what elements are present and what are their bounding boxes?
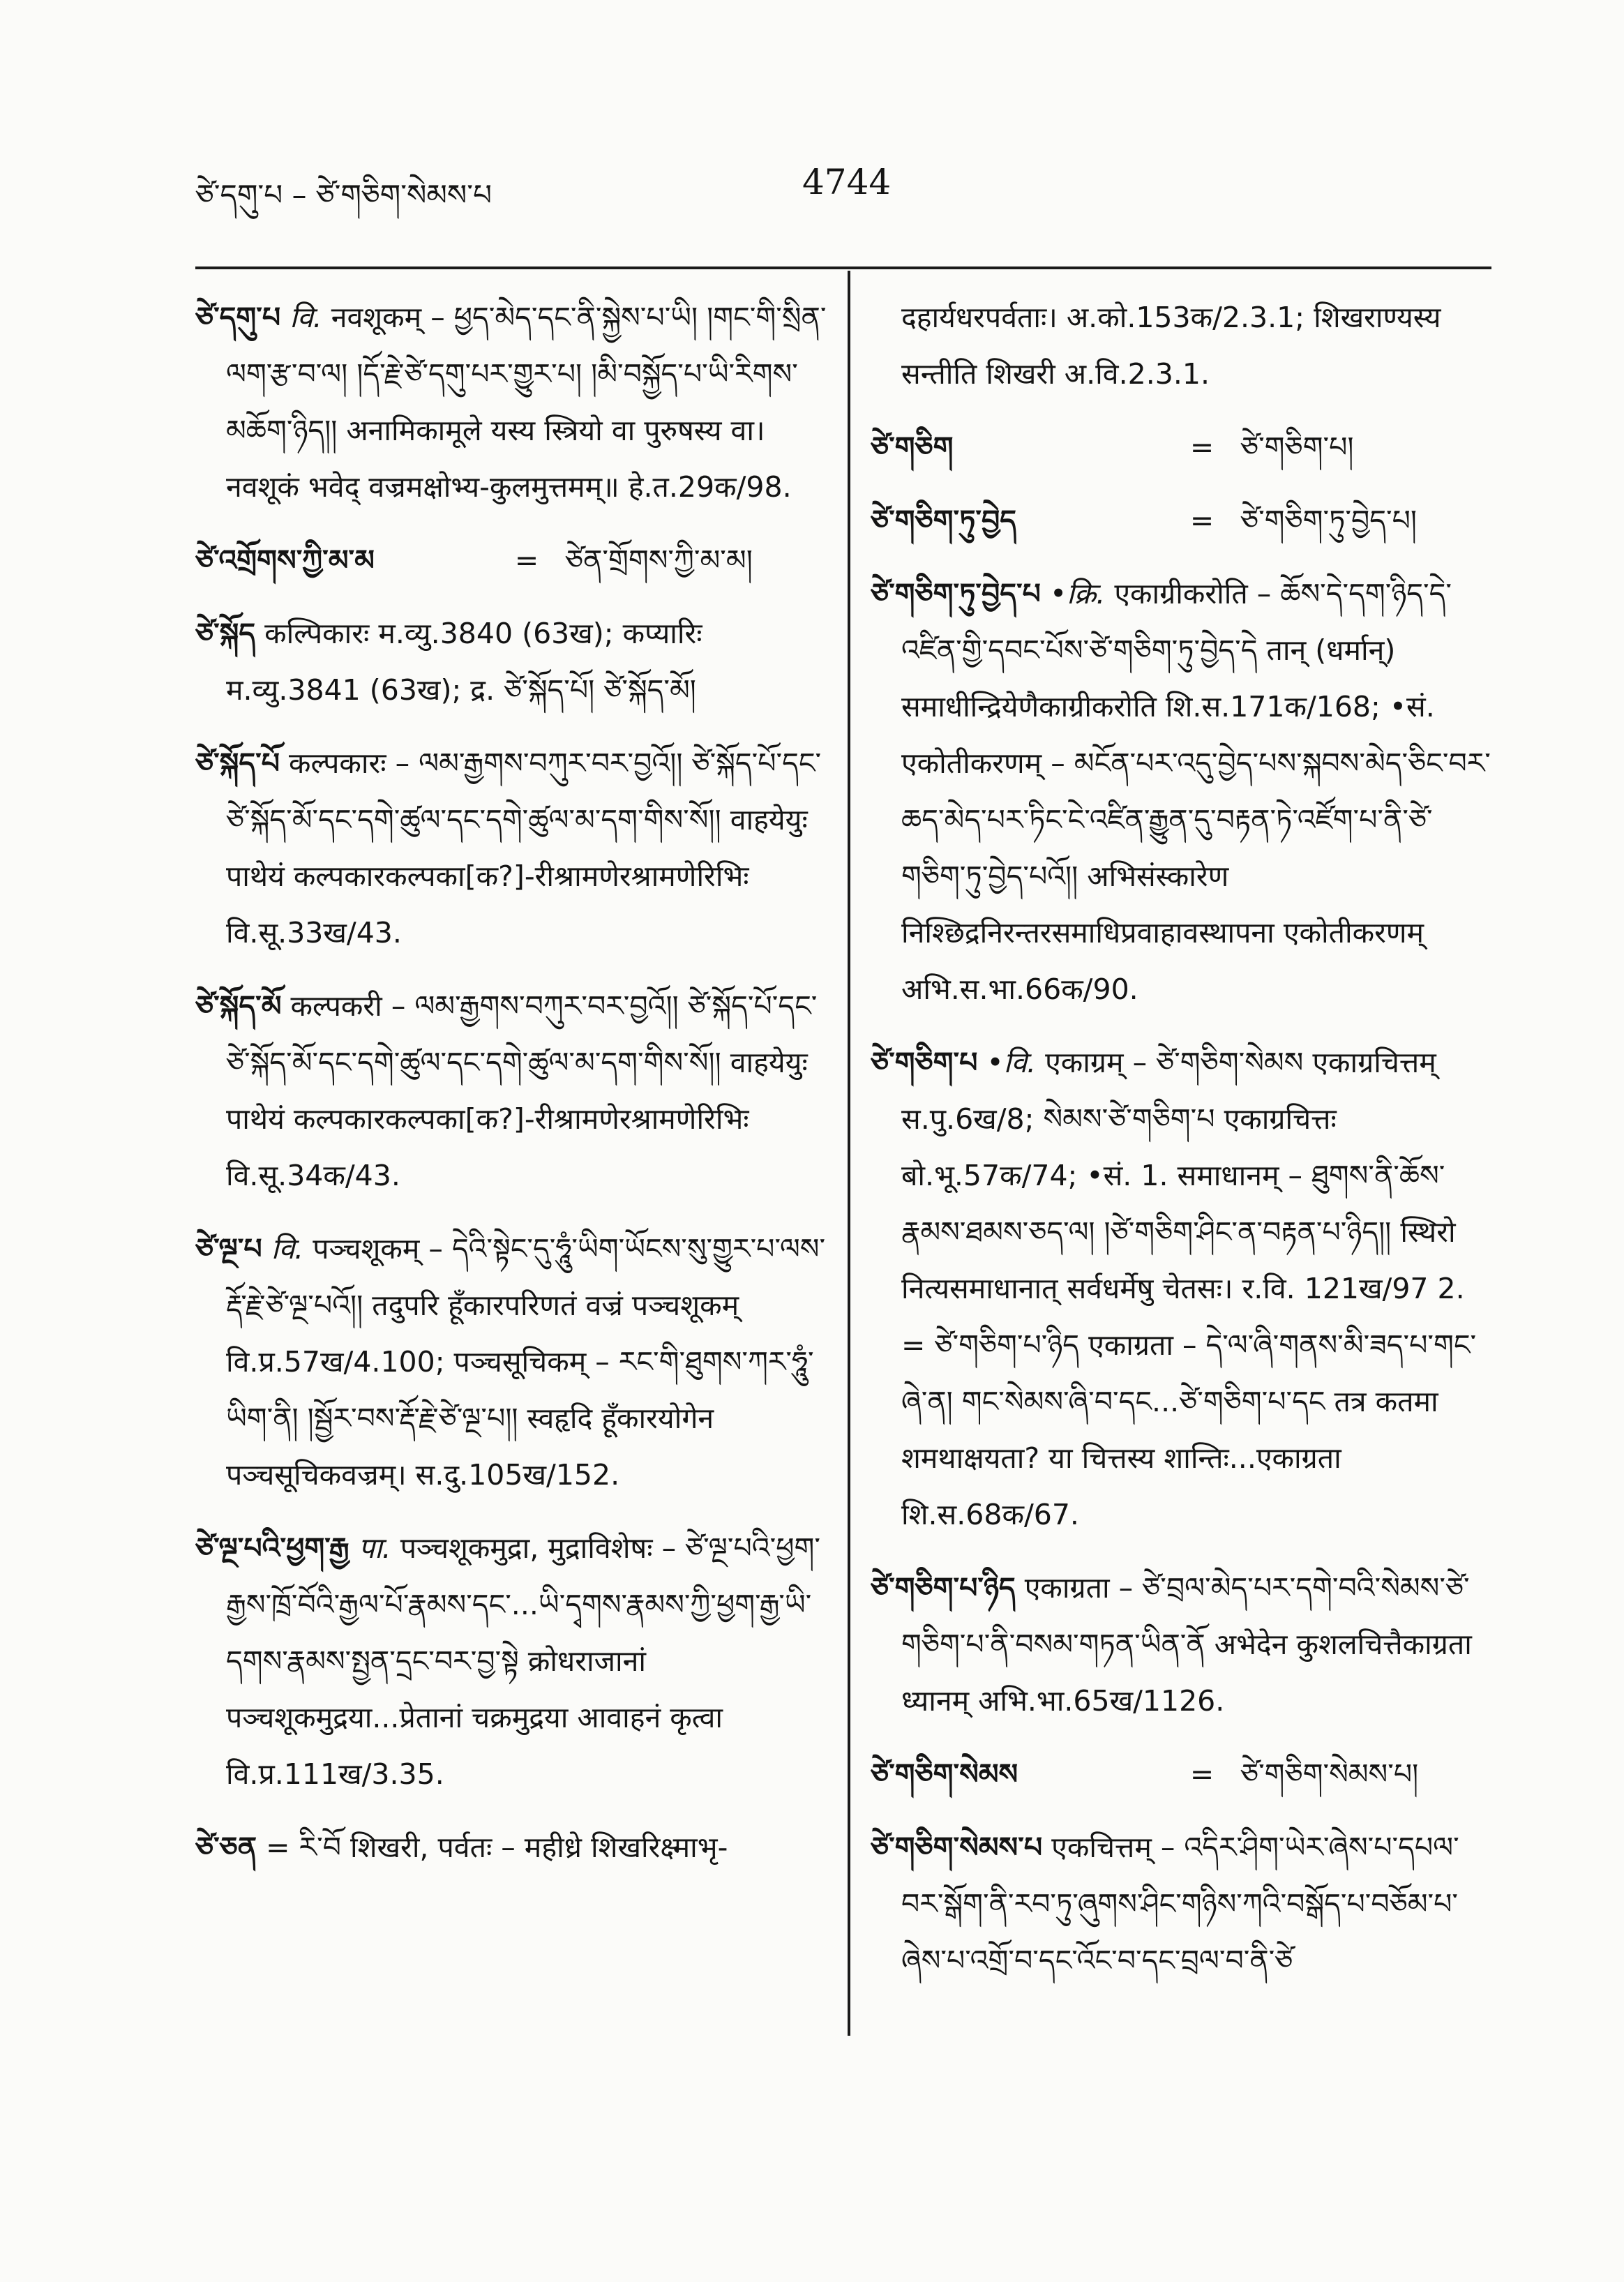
running-head: ཙེ་དགུ་པ – ཙེ་གཅིག་སེམས་པ [195,178,492,212]
cross-reference-target: ཙེ་གཅིག་པ། [1240,430,1354,464]
entry-headword: ཙེ་དགུ་པ [195,301,281,334]
entry-headword: ཙེ་སྐོད [195,617,256,650]
entry-body: पञ्चशूकम् – དེའི་སྟེང་དུ་ཧཱུཾ་ཡིག་ཡོངས་སུ་གྱུར་པ་ལས་རྡོ་རྗེ་ཙེ་ལྔ་པའོ།། तदुपरि हूँकारपरिणतं वज्रं पञ्चशूकम् वि.प्र.57ख/4.100; पञ्चसूचिकम् – རང་གི་ཐུགས་ཀར་ཧཱུཾ་ཡིག་ནི། །སྦྱོར་བས་རྡོ་རྗེ་ཙེ་ལྔ་པ།། स्वहृदि हूँकारयोगेन पञ्चसूचिकवज्रम्। स.दु.105ख/152. [226,1232,826,1492]
grammar-label: वि. [290,301,322,334]
entry-headword: ཙེ་འགྲོགས་ཀྱི་མ་མ [195,543,375,577]
entry-headword: ཙེ་གཅིག་ཏུ་བྱེད [871,504,1017,537]
entry-body: कल्पकारः – ལམ་རྒྱགས་བཀུར་བར་བྱའོ།། ཙེ་སྐོད་པོ་དང་ཙེ་སྐོད་མོ་དང་དགེ་ཚུལ་དང་དགེ་ཚུལ་མ་དག་གིས་སོ།། वाहयेयुः पाथेयं कल्पकारकल्पका[क?]-रीश्रामणेरश्रामणेरिभिः वि.सू.33ख/43. [226,746,822,949]
cross-reference-target: ཙེ་གཅིག་སེམས་པ། [1240,1757,1419,1791]
dictionary-entry [195,1819,827,1876]
entry-headword: ཙེ་གཅིག་པ་ཉིད [871,1571,1016,1605]
grammar-label: वि. [271,1232,304,1266]
entry-body: नवशूकम् – ཕྱད་མེད་དང་ནི་སྐྱེས་པ་ཡི། །གང་གི་སྲིན་ལག་རྩ་བ་ལ། །དོ་རྗེ་ཙེ་དགུ་པར་གྱུར་པ། །མི་བསྐྱོད་པ་ཡི་རིགས་མཆོག་ཉིད།། अनामिकामूले यस्य स्त्रियो वा पुरुषस्य वा। नवशूकं भवेद् वज्रमक्षोभ्य-कुलमुत्तमम्॥ हे.त.29क/98. [226,301,827,504]
entry-headword: ཙེ་སྐོད་པོ [195,746,280,780]
entry-continuation [871,290,1491,403]
entry-body: पञ्चशूकमुद्रा, मुद्राविशेषः – ཙེ་ལྔ་པའི་ཕྱག་རྒྱས་ཁྲོ་བོའི་རྒྱལ་པོ་རྣམས་དང་...ཡི་དྭགས་རྣམས་ཀྱི་ཕྱག་རྒྱ་ཡི་དགས་རྣམས་སྤྱན་དྲང་བར་བྱ་སྟེ क्रोधराजानां पञ्चशूकमुद्रया...प्रेतानां चक्रमुद्रया आवाहनं कृत्वा वि.प्र.111ख/3.35. [226,1531,820,1791]
equals-sign: = [514,543,539,577]
cross-reference-target: ཙེ་གཅིག་ཏུ་བྱེད་པ། [1240,504,1418,537]
entry-headword: ཙེ་ཅན [195,1831,257,1864]
column-divider [848,271,850,2036]
entry-headword: ཙེ་ལྔ་པའི་ཕྱག་རྒྱ [195,1531,349,1565]
dictionary-entry [871,1560,1491,1729]
dictionary-entry [871,566,1491,1018]
equals-sign: = [1189,1757,1215,1791]
dictionary-entry [195,1221,827,1503]
entry-headword: ཙེ་གཅིག་སེམས [871,1757,1018,1791]
entry-headword: ཙེ་གཅིག་ཏུ་བྱེད་པ [871,577,1041,610]
entry-body: एकचित्तम् – འདིར་ཤིག་ཡེར་ཞེས་པ་དཔལ་བར་སྒོག་ནི་རབ་ཏུ་ཞུགས་ཤིང་གཉིས་ཀའི་བསྒོད་པ་བཅོམ་པ་ཞེས་པ་འགྲོ་བ་དང་འོང་བ་དང་བྲལ་བ་ནི་ཙེ [901,1831,1459,1977]
dictionary-entry [871,1819,1491,1989]
entry-body: एकाग्रम् – ཙེ་གཅིག་སེམས एकाग्रचित्तम् स.पु.6ख/8; སེམས་ཙེ་གཅིག་པ एकाग्रचित्तः बो.भू.57क/74; •सं. 1. समाधानम् – ཐུགས་ནི་ཆོས་རྣམས་ཐམས་ཅད་ལ། །ཙེ་གཅིག་ཤིང་ན་བརྟན་པ་ཉིད།། स्थिरो नित्यसमाधानात् सर्वधर्मेषु चेतसः। र.वि. 121ख/97 2. = ཙེ་གཅིག་པ་ཉིད एकाग्रता – དེ་ལ་ཞི་གནས་མི་ཟད་པ་གང་ཞེ་ན། གང་སེམས་ཞི་བ་དང...ཙེ་གཅིག་པ་དང तत्र कतमा शमथाक्षयता? या चित्तस्य शान्तिः...एकाग्रता शि.स.68क/67. [901,1046,1477,1531]
dictionary-entry [871,1035,1491,1543]
dictionary-entry [195,1520,827,1803]
dictionary-entry [195,290,827,516]
cross-reference-entry [871,419,1491,476]
entry-body: एकाग्रीकरोति – ཆོས་དེ་དག་ཉིད་དེ་འཛིན་གྱི་དབང་པོས་ཙེ་གཅིག་ཏུ་བྱེད་དེ तान् (धर्मान्) समाधीन्द्रियेणैकाग्रीकरोति शि.स.171क/168; •सं. एकोतीकरणम् – མངོན་པར་འདུ་བྱེད་པས་སྐབས་མེད་ཅིང་བར་ཆད་མེད་པར་ཏིང་ངེ་འཛིན་རྒྱུན་དུ་བརྟན་ཏེ་འཛོག་པ་ནི་ཙེ་གཅིག་ཏུ་བྱེད་པའོ།། अभिसंस्कारेण निश्छिद्रनिरन्तरसमाधिप्रवाहावस्थापना एकोतीकरणम् अभि.स.भा.66क/90. [901,577,1491,1006]
dictionary-entry [195,735,827,961]
page-number: 4744 [802,162,892,202]
header-rule [195,267,1491,269]
entry-body: दहार्यधरपर्वताः। अ.को.153क/2.3.1; शिखराण्यस्य सन्तीति शिखरी अ.वि.2.3.1. [901,301,1441,391]
cross-reference-target: ཙེན་གྲོགས་ཀྱི་མ་མ། [565,543,753,577]
entry-headword: ཙེ་གཅིག་སེམས་པ [871,1831,1043,1864]
equals-sign: = [1189,430,1215,464]
entry-headword: ཙེ་གཅིག་པ [871,1046,978,1079]
grammar-label: •वि. [986,1046,1037,1079]
left-column [195,290,827,2138]
entry-body: एकाग्रता – ཙེ་བྲལ་མེད་པར་དགེ་བའི་སེམས་ཙེ་གཅིག་པ་ནི་བསམ་གཏན་ཡིན་ནོ अभेदेन कुशलचित्तैकाग्रता ध्यानम् अभि.भा.65ख/1126. [901,1571,1472,1718]
entry-body: कल्पिकारः म.व्यु.3840 (63ख); कप्यारिः म.व्यु.3841 (63ख); द्र. ཙེ་སྐོད་པོ། ཙེ་སྐོད་མོ། [226,617,702,707]
dictionary-entry [195,606,827,719]
equals-sign: = [1189,504,1215,537]
grammar-label: पा. [358,1531,391,1565]
cross-reference-entry [871,493,1491,549]
cross-reference-entry [871,1746,1491,1803]
entry-body: = རི་བོ शिखरी, पर्वतः – महीध्रे शिखरिक्ष्माभृ- [266,1831,728,1864]
dictionary-entry [195,978,827,1204]
entry-headword: ཙེ་གཅིག [871,430,954,464]
grammar-label: •क्रि. [1049,577,1106,610]
right-column [871,290,1491,2138]
cross-reference-entry [195,532,827,589]
entry-headword: ཙེ་སྐོད་མོ [195,989,282,1023]
entry-headword: ཙེ་ལྔ་པ [195,1232,262,1266]
entry-body: कल्पकरी – ལམ་རྒྱགས་བཀུར་བར་བྱའོ།། ཙེ་སྐོད་པོ་དང་ཙེ་སྐོད་མོ་དང་དགེ་ཚུལ་དང་དགེ་ཚུལ་མ་དག་གིས་སོ།། वाहयेयुः पाथेयं कल्पकारकल्पका[क?]-रीश्रामणेरश्रामणेरिभिः वि.सू.34क/43. [226,989,818,1192]
